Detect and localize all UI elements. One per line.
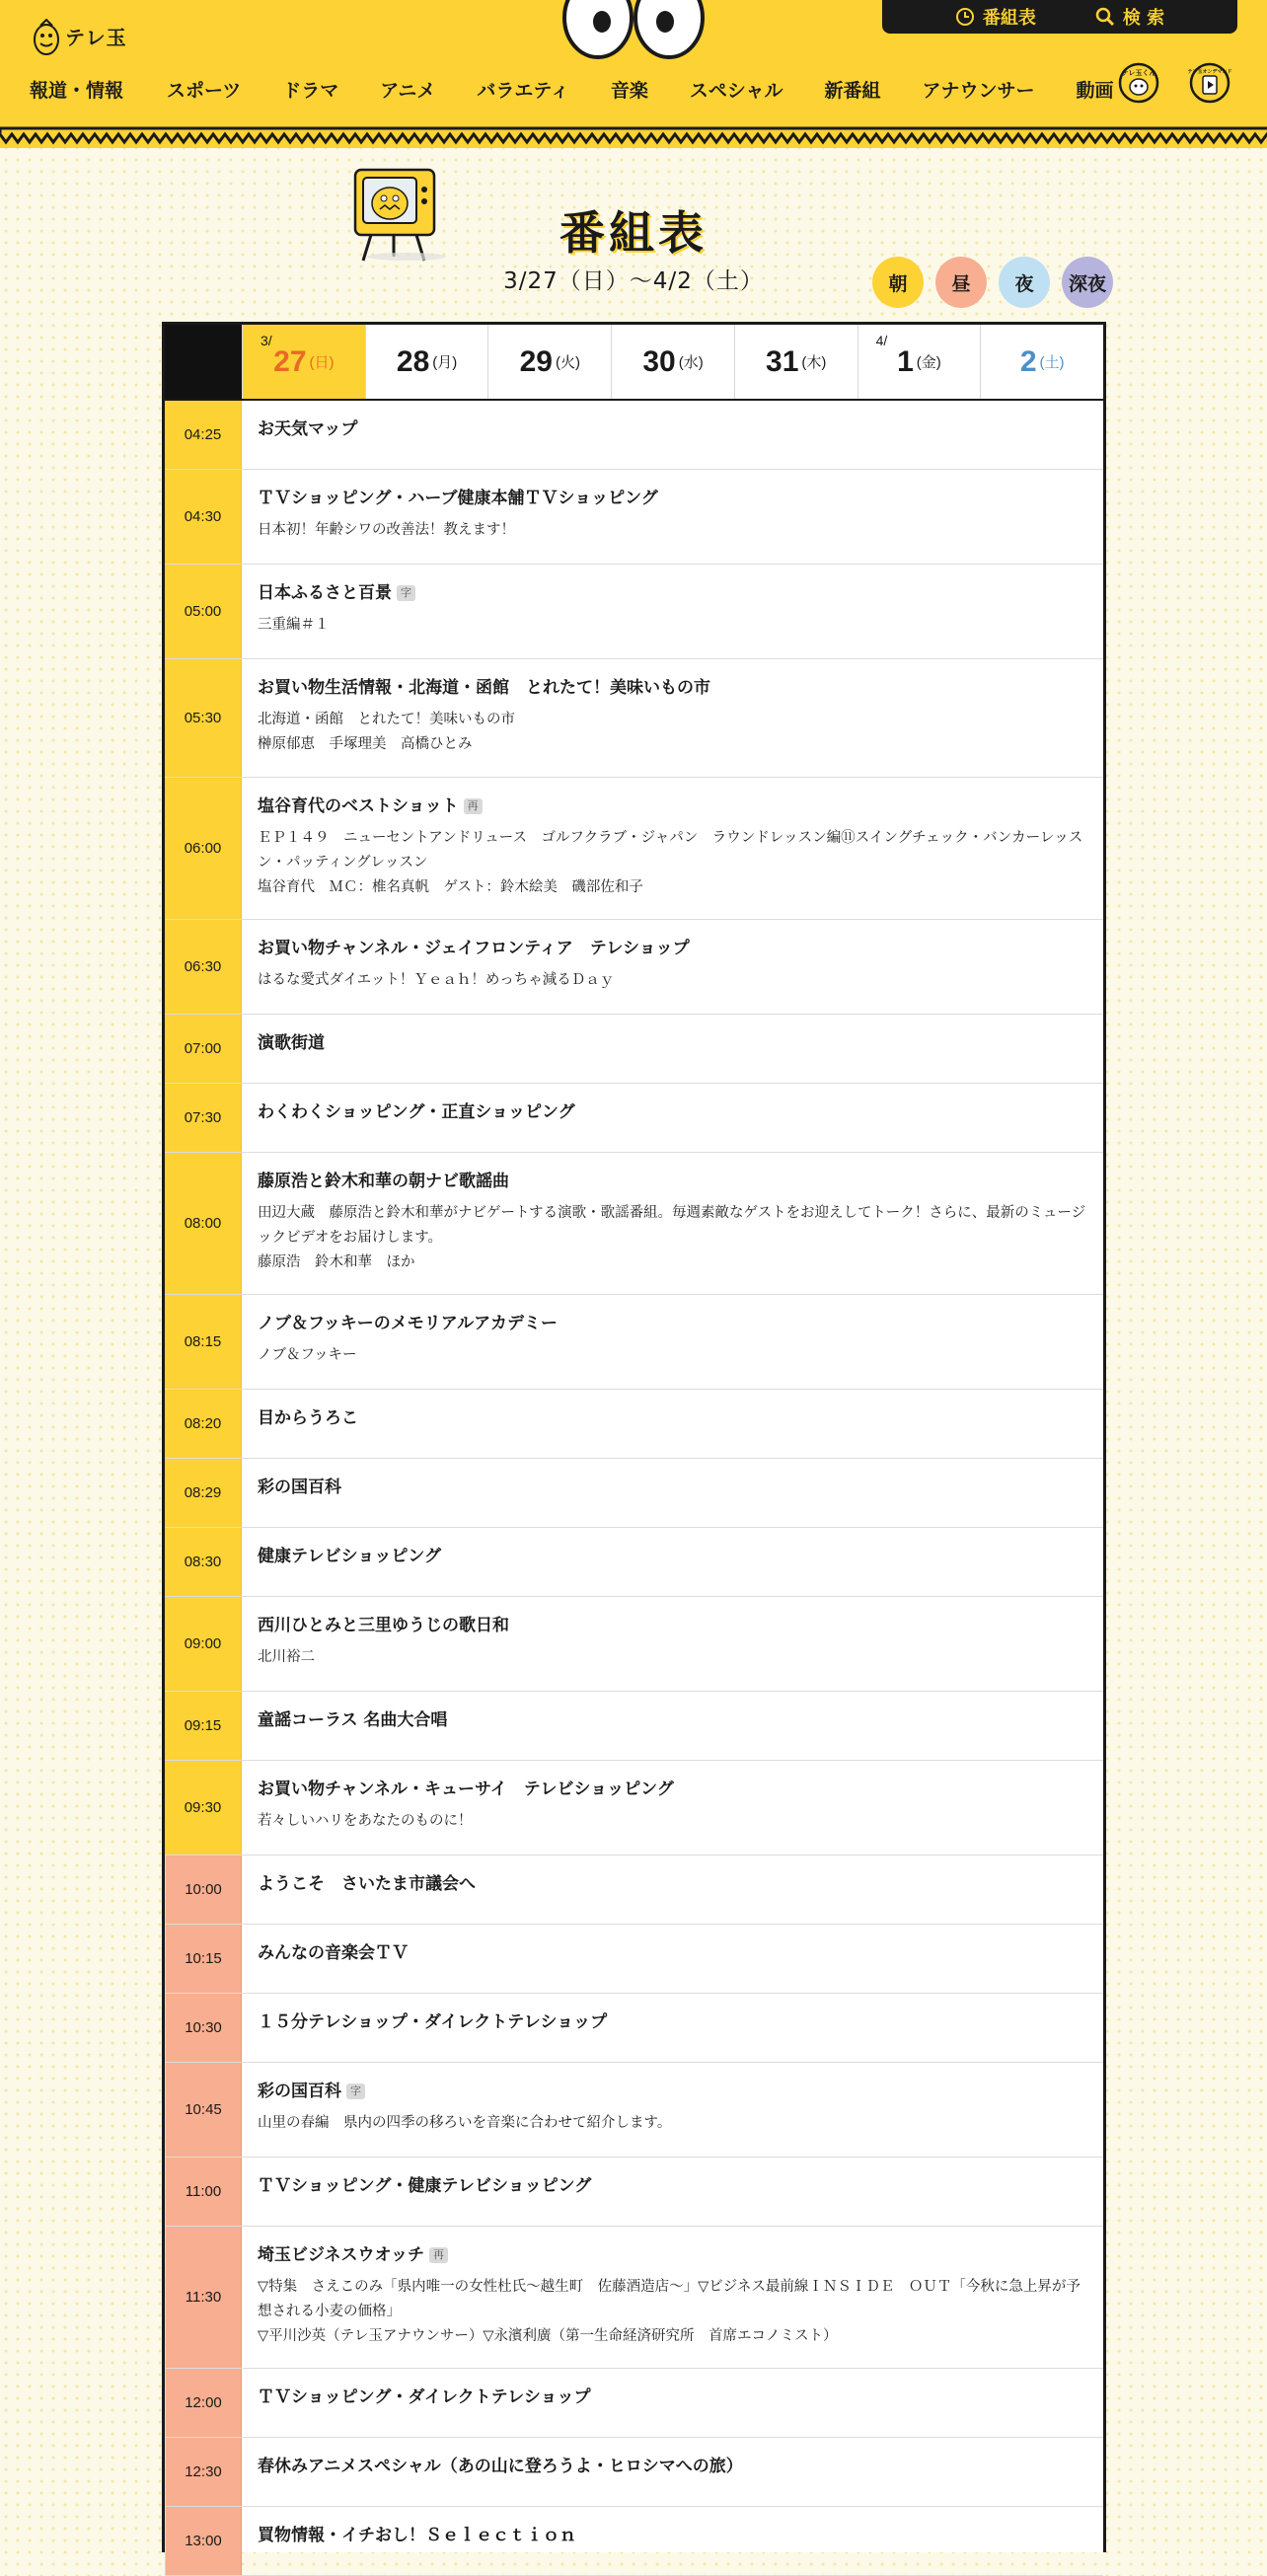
program-cell[interactable]	[242, 1153, 1103, 1294]
program-cell[interactable]	[242, 778, 1103, 919]
day-tab-date: 28	[396, 344, 430, 378]
program-title-line	[258, 2244, 1087, 2266]
program-row	[165, 401, 1103, 470]
day-tab-date: 2	[1019, 344, 1037, 378]
program-cell[interactable]	[242, 2063, 1103, 2157]
filter-morning-button[interactable]	[872, 257, 924, 308]
program-description: 日本初！年齢シワの改善法！教えます！	[258, 522, 515, 538]
date-range: 3/27（日）〜4/2（土）	[503, 268, 764, 294]
program-cell[interactable]	[242, 470, 1103, 564]
program-title-line	[258, 1615, 1087, 1636]
schedule-button[interactable]	[955, 4, 1036, 30]
program-title[interactable]: お買い物生活情報・北海道・函館 とれたて！美味いもの市	[258, 678, 710, 698]
search-button[interactable]	[1095, 4, 1164, 30]
nav-item-anime[interactable]: アニメ	[380, 79, 436, 102]
day-tab-2[interactable]	[487, 325, 611, 399]
program-title-line	[258, 1313, 1087, 1334]
program-start-time: 12:00	[165, 2369, 242, 2437]
nav-item-video[interactable]: 動画	[1076, 79, 1114, 102]
program-row	[165, 565, 1103, 659]
day-tab-month: 3/	[261, 333, 272, 348]
program-cell[interactable]	[242, 1084, 1103, 1152]
program-row	[165, 1153, 1103, 1295]
program-row	[165, 920, 1103, 1015]
program-title-line	[258, 796, 1087, 817]
program-cell[interactable]	[242, 1597, 1103, 1691]
nav-item-special[interactable]: スペシャル	[689, 79, 783, 102]
genre-nav	[30, 71, 1243, 107]
program-row	[165, 1692, 1103, 1761]
program-title[interactable]: １５分テレショップ・ダイレクトテレショップ	[258, 2012, 608, 2032]
program-title-line	[258, 677, 1087, 699]
program-title[interactable]: 塩谷育代のベストショット	[258, 796, 459, 816]
search-button-label: 検 索	[1122, 8, 1165, 29]
program-row	[165, 1390, 1103, 1459]
program-cell[interactable]	[242, 1459, 1103, 1527]
program-row	[165, 2158, 1103, 2227]
program-row	[165, 2227, 1103, 2369]
program-title-line	[258, 1873, 1087, 1895]
program-title-line	[258, 582, 1087, 604]
day-tab-date: 29	[519, 344, 553, 378]
program-start-time: 04:30	[165, 470, 242, 564]
program-start-time: 10:15	[165, 1925, 242, 1993]
program-cell[interactable]	[242, 2438, 1103, 2506]
day-tab-5[interactable]	[857, 325, 981, 399]
program-cell[interactable]	[242, 1295, 1103, 1389]
filter-late-night-button[interactable]	[1062, 257, 1113, 308]
program-cell[interactable]	[242, 1528, 1103, 1596]
day-header-corner	[165, 325, 242, 399]
program-cell[interactable]	[242, 659, 1103, 777]
program-title[interactable]: 日本ふるさと百景	[258, 583, 392, 603]
filter-daytime-button[interactable]	[935, 257, 987, 308]
filter-late-night-label: 深夜	[1068, 272, 1106, 295]
program-description: ＥＰ１４９ ニューセントアンドリュース ゴルフクラブ・ジャパン ラウンドレッスン編⑪スイングチェック・バンカーレッスン・パッティングレッスン 塩谷育代 ＭＣ：椎名真帆 ゲスト：鈴木絵美 磯部佐和子	[258, 830, 1083, 895]
mascot-badge-label: テレ玉くん	[1121, 69, 1156, 77]
schedule-button-label: 番組表	[982, 8, 1036, 29]
day-tab-1[interactable]	[365, 325, 488, 399]
program-badge: 字	[397, 585, 415, 601]
day-tab-date: 1	[897, 344, 914, 378]
program-cell[interactable]	[242, 1761, 1103, 1855]
program-description: 北川裕二	[258, 1649, 315, 1665]
program-start-time: 05:30	[165, 659, 242, 777]
program-title[interactable]: ＴＶショッピング・ダイレクトテレショップ	[258, 2387, 591, 2407]
program-title[interactable]: 藤原浩と鈴木和華の朝ナビ歌謡曲	[258, 1172, 509, 1191]
program-schedule	[162, 322, 1106, 2552]
program-title-line	[258, 418, 1087, 440]
program-cell[interactable]	[242, 2227, 1103, 2368]
program-start-time: 04:25	[165, 401, 242, 469]
program-title-line	[258, 938, 1087, 959]
on-demand-badge-label: テレ玉オンデマンド	[1187, 69, 1232, 75]
day-tab-month: 4/	[875, 333, 888, 348]
time-of-day-filters	[872, 257, 1113, 308]
program-title-line	[258, 488, 1087, 509]
program-cell[interactable]	[242, 1994, 1103, 2062]
site-header	[0, 0, 1267, 148]
page-title: 番組表	[559, 206, 708, 260]
program-start-time: 08:00	[165, 1153, 242, 1294]
mascot-badge-icon[interactable]	[1117, 61, 1160, 105]
program-row	[165, 1925, 1103, 1994]
day-tab-weekday: (水)	[678, 354, 704, 371]
program-start-time: 12:30	[165, 2438, 242, 2506]
mascot-eyes-icon	[559, 0, 708, 61]
nav-item-new-programs[interactable]: 新番組	[824, 79, 881, 102]
program-row	[165, 2063, 1103, 2158]
program-title-line	[258, 2081, 1087, 2102]
program-row	[165, 1084, 1103, 1153]
filter-night-button[interactable]	[999, 257, 1050, 308]
day-tab-0[interactable]	[242, 325, 365, 399]
program-title[interactable]: 彩の国百科	[258, 1477, 341, 1497]
program-start-time: 09:30	[165, 1761, 242, 1855]
program-start-time: 07:30	[165, 1084, 242, 1152]
program-title[interactable]: みんなの音楽会ＴＶ	[258, 1943, 409, 1963]
filter-night-label: 夜	[1014, 272, 1034, 295]
program-cell[interactable]	[242, 401, 1103, 469]
program-start-time: 11:30	[165, 2227, 242, 2368]
program-start-time: 05:00	[165, 565, 242, 658]
program-title[interactable]: 童謡コーラス 名曲大合唱	[258, 1710, 448, 1730]
program-start-time: 09:00	[165, 1597, 242, 1691]
program-title[interactable]: 買物情報・イチおし！Ｓｅｌｅｃｔｉｏｎ	[258, 2526, 576, 2545]
day-tab-weekday: (月)	[432, 354, 458, 371]
program-cell[interactable]	[242, 2507, 1103, 2575]
program-title-line	[258, 2456, 1087, 2477]
filter-daytime-label: 昼	[951, 272, 971, 295]
program-cell[interactable]	[242, 1390, 1103, 1458]
nav-item-variety[interactable]: バラエティ	[477, 79, 569, 102]
program-row	[165, 470, 1103, 565]
program-cell[interactable]	[242, 2158, 1103, 2226]
program-title-line	[258, 1171, 1087, 1192]
program-badge: 再	[464, 798, 483, 814]
program-start-time: 08:20	[165, 1390, 242, 1458]
day-tab-weekday: (木)	[801, 354, 827, 371]
program-title-line	[258, 1032, 1087, 1054]
program-title-line	[258, 1477, 1087, 1498]
program-title-line	[258, 1546, 1087, 1567]
nav-item-sports[interactable]: スポーツ	[167, 79, 242, 102]
search-icon	[1095, 7, 1115, 27]
program-row	[165, 659, 1103, 778]
program-row	[165, 2507, 1103, 2576]
clock-icon	[955, 7, 975, 27]
program-title-line	[258, 2175, 1087, 2197]
program-row	[165, 2369, 1103, 2438]
program-row	[165, 1015, 1103, 1084]
day-tab-weekday: (土)	[1039, 354, 1065, 371]
program-title-line	[258, 2011, 1087, 2033]
program-title[interactable]: 春休みアニメスペシャル（あの山に登ろうよ・ヒロシマへの旅）	[258, 2457, 743, 2476]
day-tab-date: 31	[766, 344, 799, 378]
program-row	[165, 1761, 1103, 1856]
program-title[interactable]: 西川ひとみと三里ゆうじの歌日和	[258, 1616, 509, 1635]
program-description: 三重編＃１	[258, 617, 330, 633]
program-start-time: 07:00	[165, 1015, 242, 1083]
nav-item-news[interactable]: 報道・情報	[30, 79, 124, 102]
header-zigzag-edge	[0, 128, 1267, 148]
nav-item-announcer[interactable]: アナウンサー	[922, 79, 1035, 102]
day-tab-weekday: (火)	[555, 354, 580, 371]
program-description: ノブ＆フッキー	[258, 1347, 357, 1363]
program-cell[interactable]	[242, 1856, 1103, 1924]
program-row	[165, 1528, 1103, 1597]
program-cell[interactable]	[242, 1925, 1103, 1993]
program-start-time: 06:00	[165, 778, 242, 919]
program-title[interactable]: 目からうろこ	[258, 1408, 358, 1428]
program-start-time: 08:29	[165, 1459, 242, 1527]
program-row	[165, 1295, 1103, 1390]
program-row	[165, 2438, 1103, 2507]
program-cell[interactable]	[242, 2369, 1103, 2437]
program-row	[165, 1597, 1103, 1692]
program-title[interactable]: 演歌街道	[258, 1033, 325, 1053]
program-title[interactable]: 埼玉ビジネスウオッチ	[258, 2245, 424, 2265]
day-tab-4[interactable]	[734, 325, 857, 399]
program-cell[interactable]	[242, 1692, 1103, 1760]
program-start-time: 08:30	[165, 1528, 242, 1596]
program-title-line	[258, 1101, 1087, 1123]
program-cell[interactable]	[242, 565, 1103, 658]
program-title-line	[258, 1942, 1087, 1964]
program-title[interactable]: 健康テレビショッピング	[258, 1547, 441, 1566]
program-title-line	[258, 2387, 1087, 2408]
program-row	[165, 1856, 1103, 1925]
program-title[interactable]: ようこそ さいたま市議会へ	[258, 1874, 476, 1894]
day-tab-date: 27	[273, 344, 307, 378]
program-title[interactable]: わくわくショッピング・正直ショッピング	[258, 1102, 575, 1122]
program-start-time: 08:15	[165, 1295, 242, 1389]
program-start-time: 06:30	[165, 920, 242, 1014]
program-badge: 再	[429, 2247, 448, 2263]
program-title[interactable]: お買い物チャンネル・ジェイフロンティア テレショップ	[258, 939, 690, 958]
day-tab-3[interactable]	[611, 325, 734, 399]
program-start-time: 10:30	[165, 1994, 242, 2062]
program-description: 若々しいハリをあなたのものに！	[258, 1813, 473, 1829]
program-description: 北海道・函館 とれたて！美味いもの市 榊原郁恵 手塚理美 高橋ひとみ	[258, 712, 515, 752]
program-start-time: 09:15	[165, 1692, 242, 1760]
program-title-line	[258, 1709, 1087, 1731]
program-cell[interactable]	[242, 920, 1103, 1014]
program-title[interactable]: ＴＶショッピング・ハーブ健康本舗ＴＶショッピング	[258, 489, 658, 508]
program-start-time: 13:00	[165, 2507, 242, 2575]
nav-item-drama[interactable]: ドラマ	[282, 79, 339, 102]
program-title-line	[258, 1779, 1087, 1800]
program-row	[165, 778, 1103, 920]
program-row	[165, 1994, 1103, 2063]
program-cell[interactable]	[242, 1015, 1103, 1083]
day-tab-weekday: (金)	[916, 354, 941, 371]
program-start-time: 11:00	[165, 2158, 242, 2226]
day-tab-weekday: (日)	[309, 354, 335, 371]
program-description: はるな愛式ダイエット！Ｙｅａｈ！めっちゃ減るＤａｙ	[258, 972, 615, 988]
program-description: 山里の春編 県内の四季の移ろいを音楽に合わせて紹介します。	[258, 2115, 672, 2131]
program-title-line	[258, 2525, 1087, 2546]
logo-text[interactable]: テレ玉	[65, 26, 127, 49]
program-start-time: 10:45	[165, 2063, 242, 2157]
day-tab-6[interactable]	[980, 325, 1103, 399]
program-description: ▽特集 さえこのみ「県内唯一の女性杜氏～越生町 佐藤酒造店～」▽ビジネス最前線ＩＮＳＩＤＥ ＯＵＴ「今秋に急上昇が予想される小麦の価格」 ▽平川沙英（テレ玉アナウンサー）▽永濱利廣（第一生命経済研究所 首席エコノミスト）	[258, 2279, 1081, 2344]
program-start-time: 10:00	[165, 1856, 242, 1924]
nav-item-music[interactable]: 音楽	[610, 79, 648, 102]
program-description: 田辺大蔵 藤原浩と鈴木和華がナビゲートする演歌・歌謡番組。毎週素敵なゲストをお迎えしてトーク！さらに、最新のミュージックビデオをお届けします。 藤原浩 鈴木和華 ほか	[258, 1205, 1086, 1270]
program-title[interactable]: 彩の国百科	[258, 2082, 341, 2101]
on-demand-badge-icon[interactable]	[1188, 61, 1231, 105]
program-title[interactable]: お買い物チャンネル・キューサイ テレビショッピング	[258, 1780, 674, 1799]
program-badge: 字	[346, 2084, 365, 2099]
program-title[interactable]: ＴＶショッピング・健康テレビショッピング	[258, 2176, 592, 2196]
top-button-bar	[882, 0, 1237, 34]
program-title[interactable]: お天気マップ	[258, 419, 358, 439]
program-title[interactable]: ノブ＆フッキーのメモリアルアカデミー	[258, 1314, 558, 1333]
program-title-line	[258, 1407, 1087, 1429]
day-tab-date: 30	[642, 344, 676, 378]
program-row	[165, 1459, 1103, 1528]
day-selector	[165, 325, 1103, 401]
filter-morning-label: 朝	[888, 272, 908, 295]
